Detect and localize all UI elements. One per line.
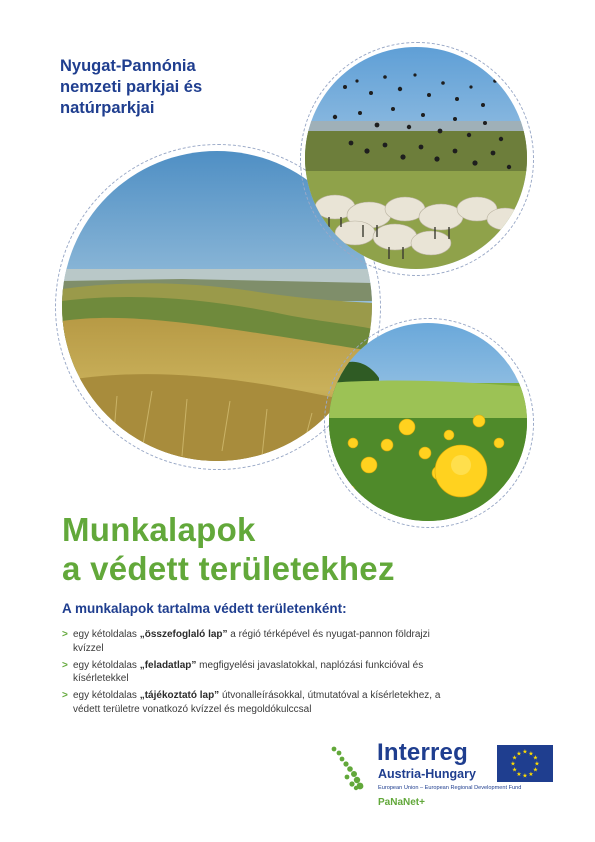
main-title-line-1: Munkalapok: [62, 511, 256, 548]
interreg-brand: Interreg: [377, 739, 468, 766]
interreg-region: Austria-Hungary: [378, 767, 476, 781]
list-item-bold: „feladatlap”: [139, 659, 197, 671]
list-item: [62, 689, 442, 716]
content-list: [62, 628, 442, 720]
main-title: [62, 510, 532, 588]
eu-star-icon: ★: [522, 773, 528, 780]
eu-star-icon: ★: [532, 755, 539, 762]
sheep-photo: [305, 47, 527, 269]
interreg-fund: European Union – European Regional Development Fund: [378, 785, 522, 791]
list-item: [62, 659, 442, 686]
list-item: [62, 628, 442, 655]
list-item-post: útvonalleírásokkal, útmutatóval a kísérletekhez, a védett területre vonatkozó kvízzel és megoldókulccsal: [73, 690, 441, 715]
eu-star-icon: ★: [516, 772, 522, 779]
project-name: PaNaNet+: [378, 797, 425, 808]
subtitle-line-1: Nyugat-Pannónia: [60, 57, 196, 75]
globeflower-meadow-illustration: [329, 323, 527, 521]
subtitle-line-2: nemzeti parkjai és: [60, 78, 203, 96]
header-subtitle: [60, 56, 300, 119]
bullet-marker: >: [62, 659, 68, 671]
content-heading: A munkalapok tartalma védett területenként:: [62, 601, 347, 616]
eu-star-icon: ★: [511, 767, 518, 774]
eu-star-icon: ★: [511, 755, 518, 762]
eu-star-icon: ★: [522, 749, 528, 756]
list-item-post: megfigyelési javaslatokkal, naplózási funkcióval és kísérletekkel: [73, 659, 424, 685]
eu-stars: [497, 745, 553, 782]
main-title-line-2: a védett területekhez: [62, 550, 395, 587]
eu-star-icon: ★: [528, 751, 534, 758]
list-item-pre: egy kétoldalas: [73, 629, 140, 640]
list-item-bold: „tájékoztató lap”: [139, 690, 220, 702]
eu-flag-icon: [497, 745, 553, 782]
eu-star-icon: ★: [534, 761, 540, 768]
birds-and-sheep-illustration: [305, 47, 527, 269]
list-item-pre: egy kétoldalas: [73, 690, 140, 702]
eu-star-icon: ★: [532, 767, 539, 774]
list-item-pre: egy kétoldalas: [73, 659, 140, 671]
eu-star-icon: ★: [510, 761, 516, 768]
list-item-post: a régió térképével és nyugat-pannon földrajzi kvízzel: [73, 629, 430, 654]
list-item-bold: „összefoglaló lap”: [139, 629, 228, 640]
flowers-photo: [329, 323, 527, 521]
subtitle-line-3: natúrparkjai: [60, 99, 155, 117]
eu-star-icon: ★: [516, 751, 522, 758]
eu-star-icon: ★: [528, 772, 534, 779]
bullet-marker: >: [62, 629, 68, 640]
bullet-marker: >: [62, 690, 68, 702]
interreg-dots-icon: [330, 745, 366, 791]
